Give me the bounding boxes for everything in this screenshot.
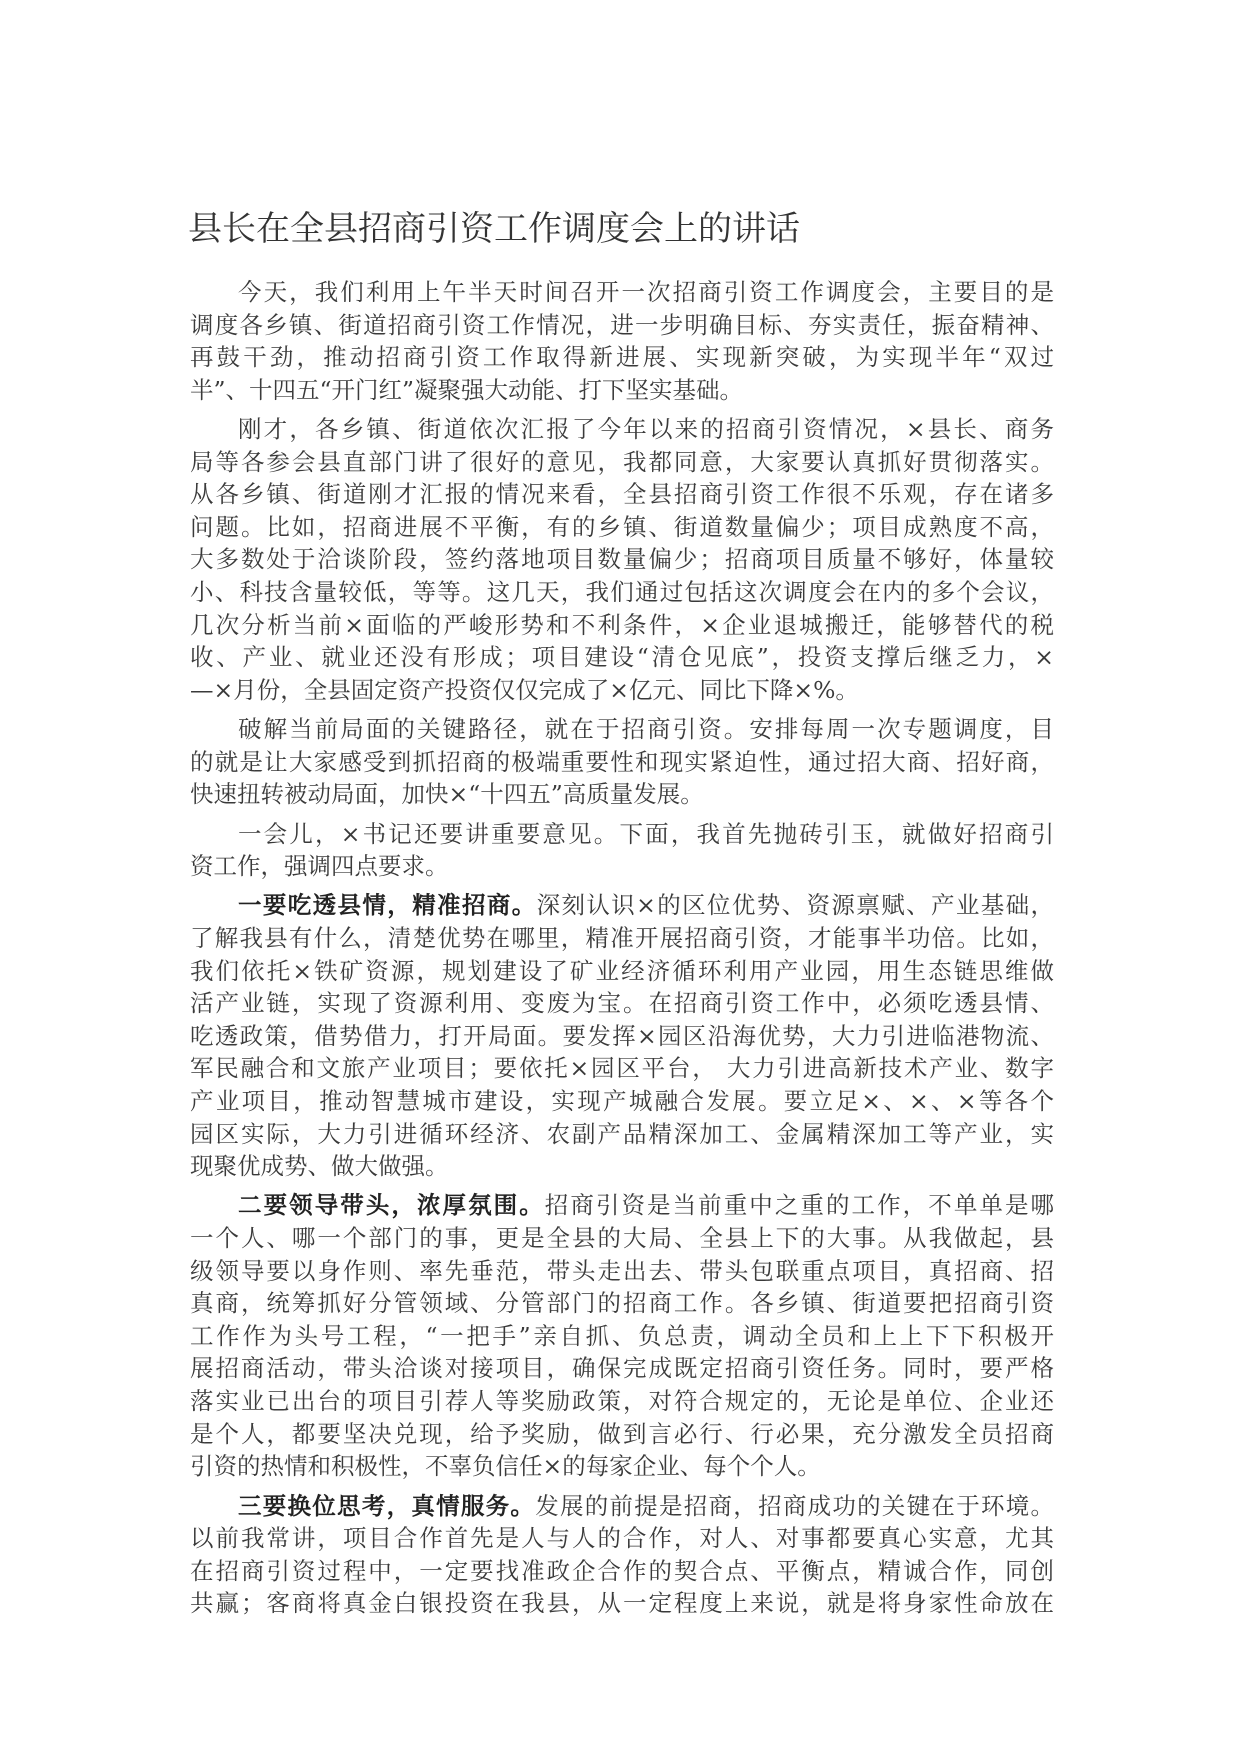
- text-line: [190, 374, 1054, 407]
- text-line: [190, 576, 1054, 609]
- line-text: 在招商引资过程中，一定要找准政企合作的契合点、平衡点，精诚合作，同创: [190, 1556, 1054, 1585]
- text-line: [190, 955, 1054, 988]
- line-text: 了解我县有什么，清楚优势在哪里，精准开展招商引资，才能事半功倍。比如，: [190, 924, 1054, 953]
- line-text: 收、产业、就业还没有形成；项目建设“清仓见底”，投资支撑后继乏力，×: [190, 643, 1054, 672]
- line-text: 调度各乡镇、街道招商引资工作情况，进一步明确目标、夯实责任，振奋精神、: [190, 310, 1054, 339]
- line-text: 我们依托×铁矿资源，规划建设了矿业经济循环利用产业园，用生态链思维做: [190, 956, 1054, 985]
- paragraph: [190, 276, 1054, 406]
- line-text: 大多数处于洽谈阶段，签约落地项目数量偏少；招商项目质量不够好，体量较: [190, 545, 1054, 574]
- section-heading: 二要领导带头，浓厚氛围。: [238, 1191, 545, 1220]
- section-heading: 三要换位思考，真情服务。: [238, 1491, 536, 1520]
- text-line: [190, 818, 1054, 851]
- text-line: [190, 1020, 1054, 1053]
- document-body: [190, 276, 1054, 1627]
- line-text: 刚才，各乡镇、街道依次汇报了今年以来的招商引资情况，×县长、商务: [238, 415, 1054, 444]
- text-line: [190, 1320, 1054, 1353]
- text-line: [190, 341, 1054, 374]
- line-text: 今天，我们利用上午半天时间召开一次招商引资工作调度会，主要目的是: [238, 278, 1054, 306]
- text-line: [190, 446, 1054, 479]
- text-line: [190, 309, 1054, 342]
- text-line: [190, 674, 1054, 707]
- text-line: [190, 1490, 1054, 1523]
- text-line: [190, 1189, 1054, 1222]
- line-text: 活产业链，实现了资源利用、变废为宝。在招商引资工作中，必须吃透县情、: [190, 989, 1054, 1018]
- text-line: [190, 778, 1054, 811]
- line-text: 落实业已出台的项目引荐人等奖励政策，对符合规定的，无论是单位、企业还: [190, 1387, 1054, 1416]
- text-line: [190, 1150, 1054, 1183]
- paragraph: [190, 818, 1054, 883]
- text-line: [190, 922, 1054, 955]
- line-text: 级领导要以身作则、率先垂范，带头走出去、带头包联重点项目，真招商、招: [190, 1256, 1054, 1285]
- text-line: [190, 1052, 1054, 1085]
- line-text: 真商，统筹抓好分管领域、分管部门的招商工作。各乡镇、街道要把招商引资: [190, 1289, 1054, 1318]
- line-text: 几次分析当前×面临的严峻形势和不利条件，×企业退城搬迁，能够替代的税: [190, 610, 1054, 639]
- paragraph: [190, 713, 1054, 811]
- text-line: [190, 543, 1054, 576]
- text-line: [190, 1222, 1054, 1255]
- text-line: [190, 1418, 1054, 1451]
- line-text: 快速扭转被动局面，加快×“十四五”高质量发展。: [190, 780, 704, 809]
- text-line: [190, 641, 1054, 674]
- line-text: 引资的热情和积极性，不辜负信任×的每家企业、每个个人。: [190, 1452, 821, 1481]
- text-line: [190, 1522, 1054, 1555]
- paragraph: [190, 1490, 1054, 1620]
- line-text: 园区实际，大力引进循环经济、农副产品精深加工、金属精深加工等产业，实: [190, 1119, 1054, 1148]
- line-text: 深刻认识×的区位优势、资源禀赋、产业基础，: [536, 891, 1055, 920]
- line-text: 共赢；客商将真金白银投资在我县，从一定程度上来说，就是将身家性命放在: [190, 1589, 1054, 1618]
- text-line: [190, 1450, 1054, 1483]
- paragraph: [190, 1189, 1054, 1482]
- line-text: 展招商活动，带头洽谈对接项目，确保完成既定招商引资任务。同时，要严格: [190, 1354, 1054, 1383]
- line-text: 问题。比如，招商进展不平衡，有的乡镇、街道数量偏少；项目成熟度不高，: [190, 512, 1054, 541]
- line-text: 破解当前局面的关键路径，就在于招商引资。安排每周一次专题调度，目: [238, 715, 1054, 744]
- text-line: [190, 413, 1054, 446]
- line-text: 半”、十四五“开门红”凝聚强大动能、打下坚实基础。: [190, 375, 744, 404]
- text-line: [190, 1255, 1054, 1288]
- line-text: 发展的前提是招商，招商成功的关键在于环境。: [535, 1491, 1054, 1520]
- text-line: [190, 1385, 1054, 1418]
- text-line: [190, 511, 1054, 544]
- line-text: 产业项目，推动智慧城市建设，实现产城融合发展。要立足×、×、×等各个: [190, 1087, 1054, 1115]
- document-title: 县长在全县招商引资工作调度会上的讲话: [188, 209, 800, 249]
- line-text: 工作作为头号工程，“一把手”亲自抓、负总责，调动全员和上上下下积极开: [190, 1321, 1054, 1350]
- line-text: 局等各参会县直部门讲了很好的意见，我都同意，大家要认真抓好贯彻落实。: [190, 447, 1054, 476]
- text-line: [190, 1352, 1054, 1385]
- line-text: 军民融合和文旅产业项目；要依托×园区平台， 大力引进高新技术产业、数字: [190, 1054, 1054, 1083]
- line-text: 吃透政策，借势借力，打开局面。要发挥×园区沿海优势，大力引进临港物流、: [190, 1021, 1054, 1050]
- text-line: [190, 850, 1054, 883]
- text-line: [190, 1555, 1054, 1588]
- line-text: —×月份，全县固定资产投资仅仅完成了×亿元、同比下降×%。: [190, 675, 859, 704]
- paragraph: [190, 889, 1054, 1182]
- line-text: 从各乡镇、街道刚才汇报的情况来看，全县招商引资工作很不乐观，存在诸多: [190, 480, 1054, 509]
- text-line: [190, 713, 1054, 746]
- text-line: [190, 987, 1054, 1020]
- text-line: [190, 746, 1054, 779]
- text-line: [190, 1085, 1054, 1118]
- text-line: [190, 889, 1054, 922]
- text-line: [190, 609, 1054, 642]
- line-text: 招商引资是当前重中之重的工作，不单单是哪: [544, 1191, 1055, 1220]
- text-line: [190, 276, 1054, 309]
- text-line: [190, 1118, 1054, 1151]
- line-text: 以前我常讲，项目合作首先是人与人的合作，对人、对事都要真心实意，尤其: [190, 1524, 1054, 1553]
- line-text: 一个人、哪一个部门的事，更是全县的大局、全县上下的大事。从我做起，县: [190, 1224, 1054, 1253]
- line-text: 是个人，都要坚决兑现，给予奖励，做到言必行、行必果，充分激发全员招商: [190, 1419, 1054, 1448]
- line-text: 现聚优成势、做大做强。: [190, 1152, 449, 1181]
- paragraph: [190, 413, 1054, 706]
- line-text: 资工作，强调四点要求。: [190, 852, 449, 881]
- text-line: [190, 478, 1054, 511]
- line-text: 再鼓干劲，推动招商引资工作取得新进展、实现新突破，为实现半年“双过: [190, 343, 1054, 372]
- line-text: 一会儿，×书记还要讲重要意见。下面，我首先抛砖引玉，就做好招商引: [238, 819, 1054, 848]
- line-text: 的就是让大家感受到抓招商的极端重要性和现实紧迫性，通过招大商、招好商，: [190, 747, 1054, 776]
- section-heading: 一要吃透县情，精准招商。: [238, 891, 537, 920]
- text-line: [190, 1587, 1054, 1620]
- line-text: 小、科技含量较低，等等。这几天，我们通过包括这次调度会在内的多个会议，: [190, 578, 1054, 607]
- text-line: [190, 1287, 1054, 1320]
